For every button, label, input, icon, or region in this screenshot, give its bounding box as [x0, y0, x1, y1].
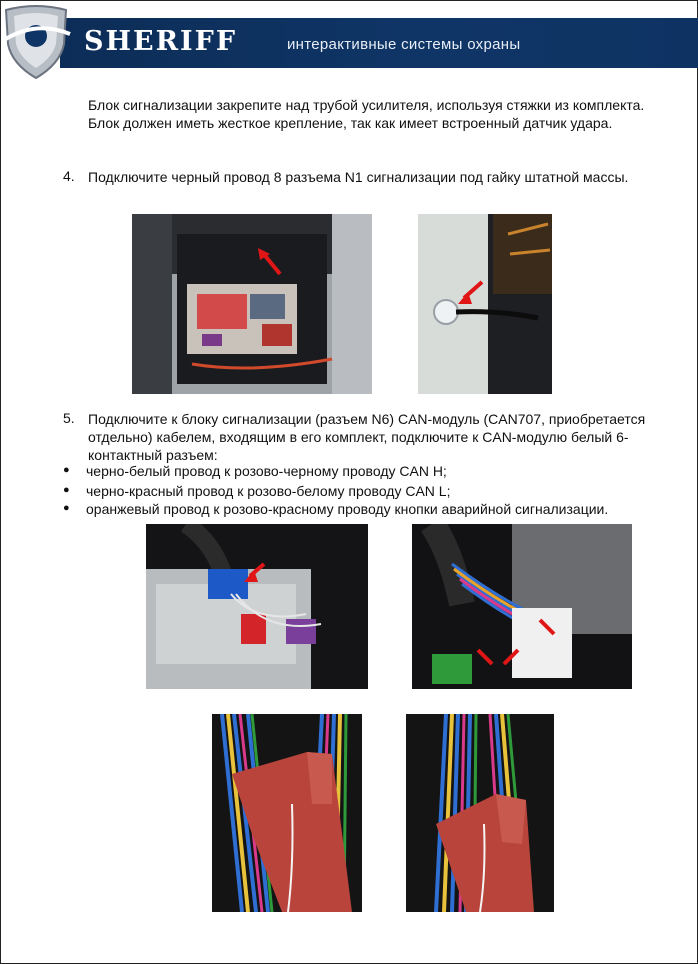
- alarm-unit-connector-photo: [146, 524, 368, 689]
- ground-nut-photo: [418, 214, 552, 394]
- step-4-number: 4.: [63, 168, 75, 184]
- step-4-text: Подключите черный провод 8 разъема N1 сигнализации под гайку штатной массы.: [88, 169, 629, 185]
- intro-paragraph: Блок сигнализации закрепите над трубой усилителя, используя стяжки из комплекта. Блок должен иметь жесткое крепление, так как имеет встроенный датчик удара.: [88, 97, 645, 131]
- wire-harness-photo-left: [212, 714, 362, 912]
- brand-name: SHERIFF: [84, 26, 237, 57]
- bullet-dot: ●: [63, 484, 70, 496]
- bullet-can-l: черно-красный провод к розово-белому проводу CAN L;: [86, 483, 451, 499]
- bullet-can-h: черно-белый провод к розово-черному проводу CAN H;: [86, 463, 447, 479]
- can-module-connector-photo: [412, 524, 632, 689]
- brand-tagline: интерактивные системы охраны: [287, 36, 521, 53]
- bullet-dot: ●: [63, 502, 70, 514]
- step-5-number: 5.: [63, 410, 75, 426]
- page-header: [0, 0, 698, 76]
- shield-logo-icon: [0, 0, 74, 80]
- fuse-box-photo: [132, 214, 372, 394]
- step-5-text: Подключите к блоку сигнализации (разъем N6) CAN-модуль (CAN707, приобретается отдельно) кабелем, входящим в его комплект, подключите к CAN-модулю белый 6-контактный разъем:: [88, 411, 646, 463]
- bullet-hazard-button: оранжевый провод к розово-красному проводу кнопки аварийной сигнализации.: [86, 501, 609, 517]
- bullet-dot: ●: [63, 464, 70, 476]
- wire-harness-photo-right: [406, 714, 554, 912]
